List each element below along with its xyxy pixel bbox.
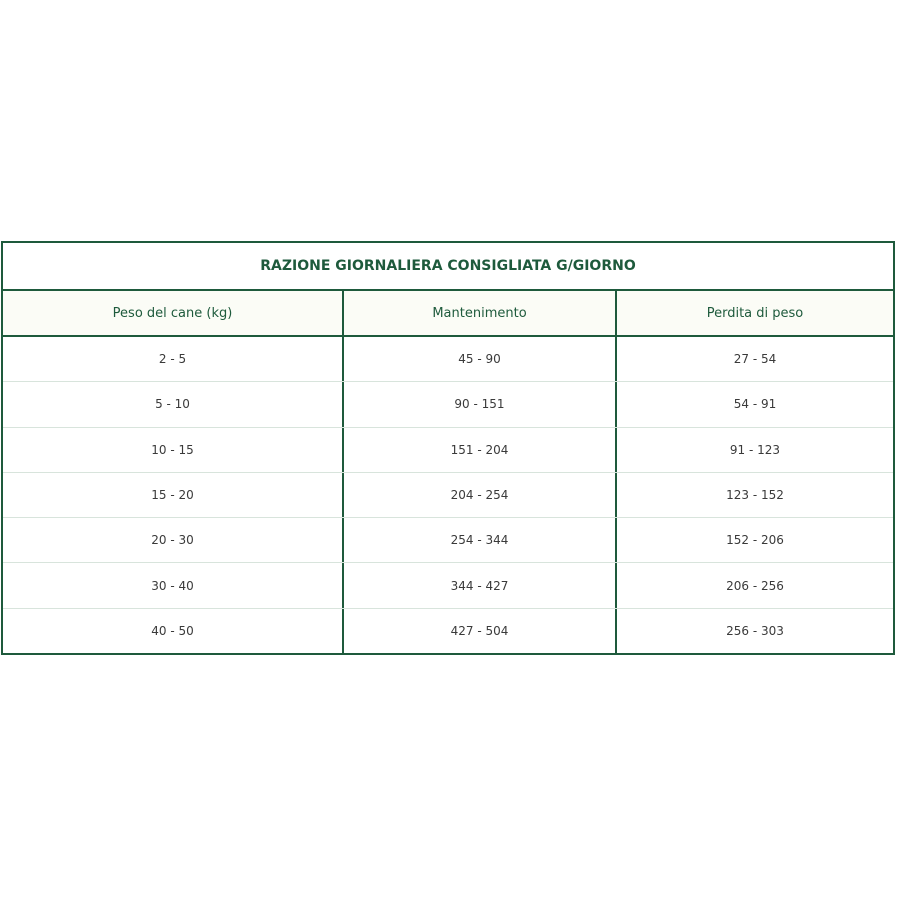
cell-dog-weight: 2 - 5: [3, 337, 344, 381]
cell-dog-weight: 30 - 40: [3, 563, 344, 607]
cell-dog-weight: 40 - 50: [3, 609, 344, 653]
cell-weight-loss: 54 - 91: [733, 397, 777, 412]
cell-maintenance: 90 - 151: [344, 382, 617, 426]
cell-weight-loss: 152 - 206: [726, 533, 784, 548]
cell-maintenance: 427 - 504: [344, 609, 617, 653]
cell-dog-weight: 20 - 30: [3, 518, 344, 562]
table-body: [3, 337, 893, 653]
cell-maintenance: 204 - 254: [344, 473, 617, 517]
table-title: RAZIONE GIORNALIERA CONSIGLIATA G/GIORNO: [3, 243, 893, 291]
ration-table: [1, 241, 895, 655]
table-row: [3, 563, 893, 608]
cell-dog-weight: 5 - 10: [3, 382, 344, 426]
column-header-dog-weight: Peso del cane (kg): [3, 291, 344, 335]
cell-dog-weight: 10 - 15: [3, 428, 344, 472]
table-header-row: [3, 291, 893, 337]
table-row: [3, 609, 893, 653]
table-row: [3, 518, 893, 563]
cell-weight-loss: 123 - 152: [726, 487, 784, 502]
column-header-weight-loss: Perdita di peso: [706, 305, 804, 321]
cell-maintenance: 45 - 90: [344, 337, 617, 381]
table-row: [3, 382, 893, 427]
cell-weight-loss: 91 - 123: [729, 442, 781, 457]
cell-weight-loss: 206 - 256: [726, 578, 784, 593]
cell-weight-loss: 27 - 54: [733, 352, 777, 367]
table-row: [3, 428, 893, 473]
cell-maintenance: 151 - 204: [344, 428, 617, 472]
cell-maintenance: 254 - 344: [344, 518, 617, 562]
cell-dog-weight: 15 - 20: [3, 473, 344, 517]
table-row: [3, 337, 893, 382]
table-row: [3, 473, 893, 518]
column-header-maintenance: Mantenimento: [344, 291, 617, 335]
cell-weight-loss: 256 - 303: [726, 623, 784, 638]
cell-maintenance: 344 - 427: [344, 563, 617, 607]
